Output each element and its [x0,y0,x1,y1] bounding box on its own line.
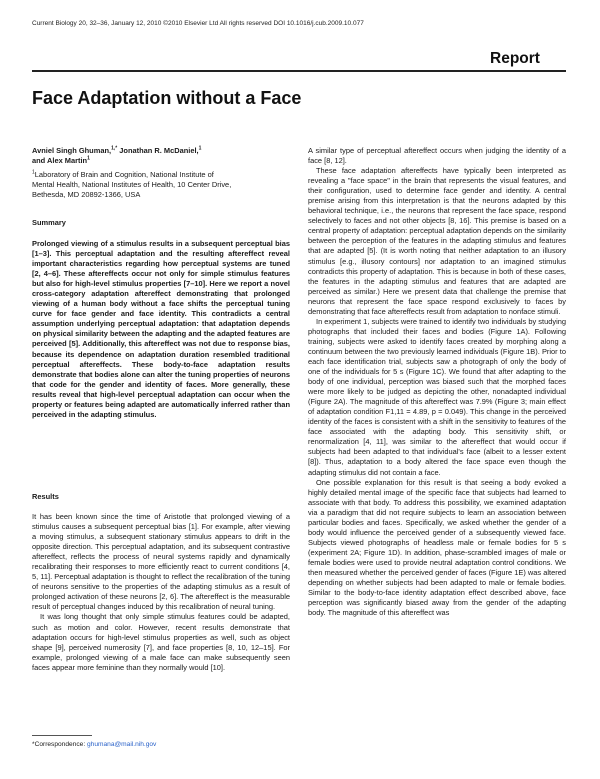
affiliation-sup: 1 [32,169,35,176]
author-1-sup: 1,* [111,145,118,152]
right-paragraph-2: These face adaptation aftereffects have typically been interpreted as revealing a "face space" in the brain that represents the visual features, and their configuration, used to determine face gender and identity. A central premise arising from this interpretation is that the neurons adapted by this behavioral technique, i.e., the neurons that represent the face space, respond selectively to faces and not other objects [8, 16]. This premise is based on a central property of adaptation: perceptual adaptation depends on the similarity between the perception of the features in the adapting stimulus and features that are adapted [5]. (It is worth noting that neither adaptation to an illusory stimulus [e.g., illusory contours] nor adaptation to an imagined stimulus contradicts this property of adaptation. This is because in both of these cases, the features in the adapting stimulus and features that are adapted are perceived as similar.) Here we present data that challenge the premise that neurons that represent the face space respond exclusively to faces by demonstrating that face aftereffects result from adaptation to nonface stimuli. [308,166,566,316]
header-rule [32,70,566,72]
right-paragraph-4: One possible explanation for this result is that seeing a body evoked a highly detailed mental image of the specific face that subjects had learned to associate with that body. To address this possibility, we examined adaptation via a paradigm that did not require subjects to learn an association between particular bodies and faces. Specifically, we asked whether the gender of a body would influence the perceived gender of a subsequently viewed face. Subjects viewed photographs of headless male or female bodies for 5 s (experiment 2A; Figure 1D). In addition, phase-scrambled images of male or female bodies were used to provide neutral adaptation control conditions. We then measured whether the perceived gender of faces (Figure 1E) was altered depending on whether subjects had been adapted to male or female bodies. Similar to the body-to-face identity adaptation effect described above, face perception was significantly biased away from the gender of the adapting body. The magnitude of this aftereffect was [308,477,566,618]
affiliation-line-1: Laboratory of Brain and Cognition, National Institute of [34,170,214,179]
footnote-rule [32,735,92,736]
author-3-sup: 1 [87,155,90,162]
author-2: Jonathan R. McDaniel, [117,146,199,155]
right-paragraph-1: A similar type of perceptual aftereffect occurs when judging the identity of a face [8, 12]. [308,146,566,166]
results-paragraph-1: It has been known since the time of Aristotle that prolonged viewing of a stimulus causes a subsequent perceptual bias [1]. For example, after viewing a moving stimulus, a subsequent stationary stimulus appears to drift in the opposite direction. This perceptual adaptation, and its subsequent contrastive aftereffect, reflects the process of neural systems rapidly and dynamically recalibrating their responses to more efficiently react to current conditions [4, 5, 11]. Perceptual adaptation is thought to reflect the recalibration of the tuning of neurons sensitive to the properties of the adapting stimulus as a result of prolonged activation of these neurons [2, 6]. The aftereffect is the measurable result of perceptual changes induced by this recalibration of neural tuning. [32,512,290,612]
author-2-sup: 1 [198,145,202,152]
summary-heading: Summary [32,218,66,227]
article-title: Face Adaptation without a Face [32,88,302,108]
right-column-text [308,146,566,618]
results-heading: Results [32,492,59,501]
results-paragraph-2: It was long thought that only simple stimulus features could be adapted, such as motion and color. However, recent results demonstrate that adaptation occurs for high-level stimulus properties as well, such as object shape [9], perceived numerosity [7], and face properties [8, 10, 12–15]. For example, prolonged viewing of a male face can make subsequently seen faces appear more feminine than they normally would [10]. [32,612,290,672]
journal-header-line: Current Biology 20, 32–36, January 12, 2010 ©2010 Elsevier Ltd All rights reserved DOI 10.1016/j.cub.2009.10.077 [32,20,364,27]
summary-text [32,239,290,420]
results-text [32,512,290,673]
correspondence-email-link[interactable]: ghumana@mail.nih.gov [86,741,157,748]
author-3: and Alex Martin [32,156,88,166]
right-paragraph-3: In experiment 1, subjects were trained to identify two individuals by studying photographs that included their faces and bodies (Figure 1A). Following training, subjects were asked to identify faces created by morphing along a continuum between the two previously learned individuals (Figure 1B). Prior to each face identification trial, subjects saw a photograph of only the body of one of the individuals for 5 s (Figure 1C). We found that after adapting to the body of one individual, perception was biased such that the morphed faces were more likely to be judged as depicting the other, nonadapted individual (Figure 2A). The magnitude of this aftereffect was 7.9% (Figure 3; main effect of adaptation condition F1,11 = 4.89, p = 0.049). This change in the perceived identity of the faces is consistent with a shift in the sensitivity to features of the face associated with the adapting body. This sensitivity shift, or renormalization [4, 11], was similar to the aftereffect that would occur if subjects had been adapted to that individual's face (albeit to a lesser extent [8]). Thus, adaptation to a body altered the face space even though the adapting stimulus did not contain a face. [308,316,566,477]
author-list [32,146,290,166]
correspondence-footnote [32,740,290,749]
author-1: Avniel Singh Ghuman, [32,146,112,155]
article-type-label: Report [490,50,540,67]
correspondence-label: *Correspondence: [32,741,87,748]
affiliation-line-2: Mental Health, National Institutes of Health, 10 Center Drive, [32,180,232,190]
affiliation [32,170,290,200]
affiliation-line-3: Bethesda, MD 20892-1366, USA [32,190,141,200]
summary-paragraph: Prolonged viewing of a stimulus results in a subsequent perceptual bias [1–3]. This perceptual adaptation and the resulting aftereffect reveal important characteristics regarding how perceptual systems are tuned [2, 4–6]. These aftereffects occur not only for simple stimulus features but also for high-level stimulus properties [7–10]. Here we report a novel cross-category adaptation aftereffect demonstrating that prolonged viewing of a human body without a face shifts the perceptual tuning curve for face gender and face identity. This contradicts a central assumption underlying perceptual adaptation: that adaptation depends on physical similarity between the adapting and the adapted features are perceived [5]. Additionally, this aftereffect was not due to response bias, because its dependence on adaptation duration resembled traditional perceptual aftereffects. These body-to-face adaptation results demonstrate that bodies alone can alter the tuning properties of neurons that code for the gender and identity of faces. More generally, these results reveal that high-level perceptual adaptation can occur when the property or features being adapted are automatically inferred rather than perceived in the adapting stimulus. [32,239,290,419]
